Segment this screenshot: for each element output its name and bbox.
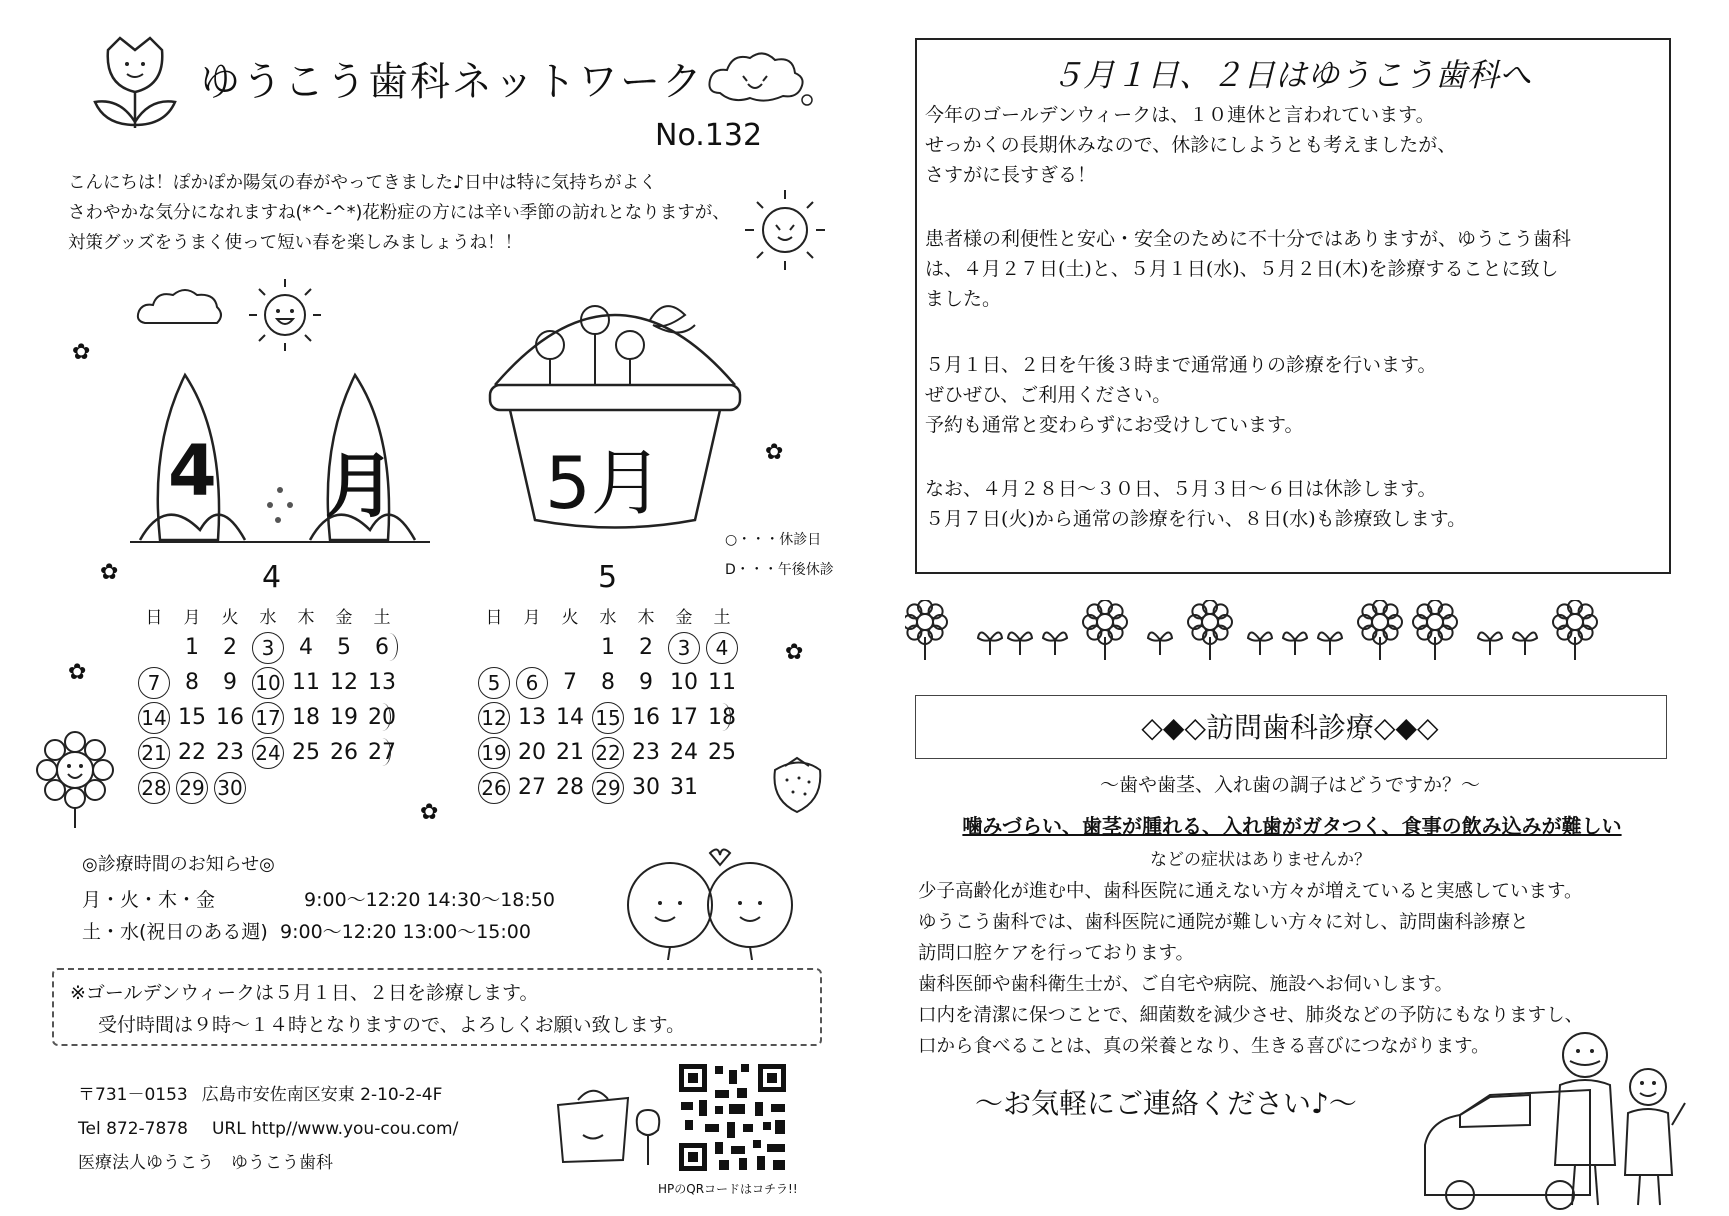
calendar-day bbox=[135, 630, 173, 665]
calendar-week-row bbox=[135, 735, 401, 770]
qr-code[interactable] bbox=[675, 1060, 790, 1175]
calendar-week-row bbox=[475, 770, 741, 805]
gw-notice-line2: 受付時間は９時～１４時となりますので、よろしくお願い致します。 bbox=[98, 1014, 686, 1036]
hours-row bbox=[82, 917, 531, 944]
day-number: 27 bbox=[518, 775, 546, 800]
day-number: 19 bbox=[330, 705, 358, 730]
day-number: 17 bbox=[670, 705, 698, 730]
day-number: 11 bbox=[292, 670, 320, 695]
calendar-day bbox=[325, 770, 363, 805]
sunflower-face-icon bbox=[35, 730, 115, 830]
legend-closed: ○・・・休診日 bbox=[725, 532, 822, 548]
calendar-legend bbox=[725, 525, 834, 585]
day-number: 1 bbox=[601, 635, 615, 660]
contact-callout: ～お気軽にご連絡ください♪～ bbox=[975, 1087, 1357, 1120]
calendar-day bbox=[325, 630, 363, 665]
weekday-header: 土 bbox=[713, 607, 731, 628]
closed-day-marker: 17 bbox=[252, 702, 284, 734]
calendar-day bbox=[475, 735, 513, 770]
gw-paragraph-line: ました。 bbox=[925, 288, 1002, 310]
home-visit-body-line: 訪問口腔ケアを行っております。 bbox=[918, 943, 1195, 964]
calendar-day bbox=[665, 770, 703, 805]
weekday-header-row bbox=[135, 600, 401, 630]
calendar-day bbox=[665, 630, 703, 665]
closed-day-marker: 10 bbox=[252, 667, 284, 699]
calendar-day bbox=[551, 630, 589, 665]
hours-times: 9:00～12:20 13:00～15:00 bbox=[280, 921, 531, 943]
closed-day-marker: 14 bbox=[138, 702, 170, 734]
day-number: 22 bbox=[178, 740, 206, 765]
calendar-week-row bbox=[475, 665, 741, 700]
home-visit-body-line: 口から食べることは、真の栄養となり、生きる喜びにつながります。 bbox=[918, 1036, 1490, 1057]
calendar-day bbox=[703, 700, 741, 735]
closed-day-marker: 7 bbox=[138, 667, 170, 699]
calendar-day bbox=[135, 665, 173, 700]
hours-row bbox=[82, 885, 555, 912]
day-number: 8 bbox=[185, 670, 199, 695]
calendar-day bbox=[249, 700, 287, 735]
weekday-header: 火 bbox=[221, 607, 239, 628]
day-number: 1 bbox=[185, 635, 199, 660]
calendar-day bbox=[287, 700, 325, 735]
tulip-icon bbox=[90, 30, 180, 130]
day-number: 20 bbox=[518, 740, 546, 765]
calendar-week-row bbox=[475, 735, 741, 770]
calendar-week-row bbox=[475, 630, 741, 665]
calendar-day bbox=[211, 770, 249, 805]
flower-divider bbox=[905, 600, 1675, 670]
telephone: Tel 872-7878 bbox=[78, 1119, 188, 1139]
cloud-icon bbox=[705, 48, 815, 108]
sun-icon bbox=[740, 185, 830, 275]
clinic-name: 医療法人ゆうこう ゆうこう歯科 bbox=[78, 1153, 333, 1173]
gw-paragraph-line: ５月７日(火)から通常の診療を行い、８日(水)も診療致します。 bbox=[925, 508, 1467, 530]
calendar-day bbox=[287, 665, 325, 700]
couple-illustration bbox=[600, 845, 830, 960]
closed-day-marker: 15 bbox=[592, 702, 624, 734]
weekday-header: 金 bbox=[675, 607, 693, 628]
home-visit-question: などの症状はありませんか？ bbox=[1150, 850, 1371, 870]
gw-paragraph-line: なお、４月２８日～３０日、５月３日～６日は休診します。 bbox=[925, 478, 1437, 500]
calendar-day bbox=[475, 700, 513, 735]
half-day-marker: 27 bbox=[368, 740, 396, 765]
cloud-icon bbox=[135, 285, 225, 330]
calendar-day bbox=[173, 700, 211, 735]
calendar-day bbox=[665, 735, 703, 770]
closed-day-marker: 22 bbox=[592, 737, 624, 769]
day-number: 18 bbox=[292, 705, 320, 730]
gw-paragraph-line: は、４月２７日(土)と、５月１日(水)、５月２日(木)を診療することに致し bbox=[925, 258, 1559, 280]
calendar-day bbox=[703, 665, 741, 700]
home-visit-body-line: ゆうこう歯科では、歯科医院に通院が難しい方々に対し、訪問歯科診療と bbox=[918, 912, 1529, 933]
weekday-header: 木 bbox=[637, 607, 655, 628]
april-label-number: 4 bbox=[168, 430, 217, 512]
clover-icon: ✿ bbox=[72, 340, 91, 365]
may-calendar bbox=[475, 600, 741, 805]
calendar-day bbox=[627, 665, 665, 700]
closed-day-marker: 29 bbox=[176, 772, 208, 804]
day-number: 25 bbox=[708, 740, 736, 765]
intro-line: さわやかな気分になれますね(*^-^*)花粉症の方には辛い季節の訪れとなりますが、 bbox=[68, 203, 730, 223]
clover-icon: ✿ bbox=[100, 560, 119, 585]
april-calendar-month: 4 bbox=[262, 560, 282, 595]
sun-icon bbox=[245, 275, 325, 355]
day-number: 12 bbox=[330, 670, 358, 695]
home-visit-body-line: 口内を清潔に保つことで、細菌数を減少させ、肺炎などの予防にもなりますし、 bbox=[918, 1005, 1584, 1026]
gw-notice-line1: ※ゴールデンウィークは５月１日、２日を診療します。 bbox=[70, 982, 539, 1004]
clover-icon: ✿ bbox=[785, 640, 804, 665]
calendar-day bbox=[513, 665, 551, 700]
calendar-day bbox=[249, 735, 287, 770]
closed-day-marker: 28 bbox=[138, 772, 170, 804]
gw-paragraph-line: 予約も通常と変わらずにお受けしています。 bbox=[925, 414, 1304, 436]
calendar-day bbox=[173, 735, 211, 770]
calendar-day bbox=[287, 770, 325, 805]
calendar-day bbox=[665, 700, 703, 735]
day-number: 25 bbox=[292, 740, 320, 765]
closed-day-marker: 19 bbox=[478, 737, 510, 769]
calendar-day bbox=[589, 630, 627, 665]
calendar-day bbox=[363, 630, 401, 665]
day-number: 30 bbox=[632, 775, 660, 800]
clover-icon: ✿ bbox=[68, 660, 87, 685]
april-calendar bbox=[135, 600, 401, 805]
calendar-day bbox=[703, 770, 741, 805]
weekday-header: 日 bbox=[485, 607, 503, 628]
calendar-day bbox=[475, 630, 513, 665]
calendar-day bbox=[249, 770, 287, 805]
closed-day-marker: 5 bbox=[478, 667, 510, 699]
closed-day-marker: 3 bbox=[252, 632, 284, 664]
day-number: 4 bbox=[299, 635, 313, 660]
calendar-day bbox=[513, 735, 551, 770]
weekday-header: 日 bbox=[145, 607, 163, 628]
calendar-week-row bbox=[135, 770, 401, 805]
weekday-header: 水 bbox=[599, 607, 617, 628]
street-address: 広島市安佐南区安東 2-10-2-4F bbox=[201, 1085, 443, 1105]
gw-info-title: ５月１日、２日はゆうこう歯科へ bbox=[1050, 56, 1531, 94]
day-number: 11 bbox=[708, 670, 736, 695]
calendar-day bbox=[589, 770, 627, 805]
day-number: 10 bbox=[670, 670, 698, 695]
calendar-day bbox=[513, 630, 551, 665]
weekday-header: 水 bbox=[259, 607, 277, 628]
day-number: 23 bbox=[632, 740, 660, 765]
calendar-day bbox=[249, 665, 287, 700]
calendar-day bbox=[513, 700, 551, 735]
closed-day-marker: 21 bbox=[138, 737, 170, 769]
calendar-day bbox=[627, 700, 665, 735]
day-number: 31 bbox=[670, 775, 698, 800]
calendar-day bbox=[627, 770, 665, 805]
day-number: 8 bbox=[601, 670, 615, 695]
issue-number: No.132 bbox=[655, 118, 763, 153]
calendar-day bbox=[211, 700, 249, 735]
day-number: 2 bbox=[639, 635, 653, 660]
closed-day-marker: 26 bbox=[478, 772, 510, 804]
calendar-day bbox=[513, 770, 551, 805]
weekday-header: 月 bbox=[523, 607, 541, 628]
home-visit-subtitle: ～歯や歯茎、入れ歯の調子はどうですか？～ bbox=[1099, 774, 1480, 796]
closed-day-marker: 30 bbox=[214, 772, 246, 804]
clover-icon: ✿ bbox=[420, 800, 439, 825]
calendar-day bbox=[135, 770, 173, 805]
calendar-day bbox=[475, 770, 513, 805]
calendar-day bbox=[135, 735, 173, 770]
calendar-day bbox=[211, 735, 249, 770]
weekday-header: 土 bbox=[373, 607, 391, 628]
calendar-day bbox=[173, 665, 211, 700]
home-visit-title: ◇◆◇訪問歯科診療◇◆◇ bbox=[1141, 711, 1439, 744]
day-number: 7 bbox=[563, 670, 577, 695]
weekday-header: 金 bbox=[335, 607, 353, 628]
left-page bbox=[0, 0, 860, 1216]
day-number: 13 bbox=[368, 670, 396, 695]
calendar-day bbox=[703, 630, 741, 665]
calendar-day bbox=[211, 665, 249, 700]
hours-days: 土・水(祝日のある週) bbox=[82, 921, 268, 943]
calendar-day bbox=[325, 700, 363, 735]
calendar-day bbox=[589, 735, 627, 770]
calendar-day bbox=[627, 735, 665, 770]
april-label-char: 月 bbox=[325, 445, 395, 527]
calendar-day bbox=[589, 665, 627, 700]
gw-paragraph-line: さすがに長すぎる！ bbox=[925, 164, 1097, 186]
calendar-day bbox=[627, 630, 665, 665]
gw-paragraph-line: 患者様の利便性と安心・安全のために不十分ではありますが、ゆうこう歯科 bbox=[925, 228, 1572, 250]
newsletter-title: ゆうこう歯科ネットワーク bbox=[200, 59, 704, 105]
day-number: 21 bbox=[556, 740, 584, 765]
day-number: 9 bbox=[223, 670, 237, 695]
calendar-day bbox=[325, 665, 363, 700]
closed-day-marker: 4 bbox=[706, 632, 738, 664]
gw-paragraph-line: ぜひぜひ、ご利用ください。 bbox=[925, 384, 1172, 406]
day-number: 5 bbox=[337, 635, 351, 660]
home-visit-symptoms: 噛みづらい、歯茎が腫れる、入れ歯がガタつく、食事の飲み込みが難しい bbox=[962, 814, 1622, 838]
calendar-day bbox=[551, 665, 589, 700]
website-url[interactable]: URL http//www.you-cou.com/ bbox=[211, 1119, 459, 1139]
calendar-day bbox=[551, 770, 589, 805]
calendar-day bbox=[135, 700, 173, 735]
day-number: 16 bbox=[632, 705, 660, 730]
calendar-week-row bbox=[135, 700, 401, 735]
weekday-header-row bbox=[475, 600, 741, 630]
half-day-marker: 20 bbox=[368, 705, 396, 730]
hours-title: ◎診療時間のお知らせ◎ bbox=[82, 854, 275, 875]
calendar-day bbox=[173, 630, 211, 665]
tooth-bag-icon bbox=[548, 1080, 668, 1170]
postal-code: 〒731－0153 bbox=[78, 1085, 188, 1105]
day-number: 23 bbox=[216, 740, 244, 765]
calendar-day bbox=[363, 665, 401, 700]
intro-line: こんにちは！ぽかぽか陽気の春がやってきました♪日中は特に気持ちがよく bbox=[68, 173, 657, 193]
calendar-day bbox=[325, 735, 363, 770]
calendar-week-row bbox=[135, 630, 401, 665]
calendar-day bbox=[287, 735, 325, 770]
weekday-header: 火 bbox=[561, 607, 579, 628]
calendar-day bbox=[703, 735, 741, 770]
day-number: 9 bbox=[639, 670, 653, 695]
calendar-day bbox=[287, 630, 325, 665]
closed-day-marker: 3 bbox=[668, 632, 700, 664]
calendar-day bbox=[363, 770, 401, 805]
day-number: 28 bbox=[556, 775, 584, 800]
day-number: 24 bbox=[670, 740, 698, 765]
calendar-day bbox=[551, 735, 589, 770]
van-and-staff-illustration bbox=[1420, 1025, 1690, 1210]
day-number: 13 bbox=[518, 705, 546, 730]
closed-day-marker: 6 bbox=[516, 667, 548, 699]
qr-caption: HPのQRコードはコチラ!! bbox=[658, 1182, 798, 1196]
intro-text bbox=[68, 168, 748, 258]
calendar-day bbox=[249, 630, 287, 665]
calendar-day bbox=[363, 735, 401, 770]
may-label: 5月 bbox=[545, 441, 663, 525]
calendar-day bbox=[363, 700, 401, 735]
calendar-week-row bbox=[135, 665, 401, 700]
closed-day-marker: 24 bbox=[252, 737, 284, 769]
strawberry-icon bbox=[765, 750, 835, 820]
clinic-address-block bbox=[78, 1078, 458, 1180]
gw-paragraph-line: せっかくの長期休みなので、休診にしようとも考えましたが、 bbox=[925, 134, 1457, 156]
closed-day-marker: 29 bbox=[592, 772, 624, 804]
day-number: 2 bbox=[223, 635, 237, 660]
gw-paragraph-line: ５月１日、２日を午後３時まで通常通りの診療を行います。 bbox=[925, 354, 1437, 376]
home-visit-body-line: 少子高齢化が進む中、歯科医院に通えない方々が増えていると実感しています。 bbox=[918, 881, 1583, 902]
closed-day-marker: 12 bbox=[478, 702, 510, 734]
half-day-marker: 18 bbox=[708, 705, 736, 730]
calendar-day bbox=[211, 630, 249, 665]
legend-afternoon-off: D・・・午後休診 bbox=[725, 562, 834, 578]
intro-line: 対策グッズをうまく使って短い春を楽しみましょうね！！ bbox=[68, 233, 523, 253]
home-visit-body-line: 歯科医師や歯科衛生士が、ご自宅や病院、施設へお伺いします。 bbox=[918, 974, 1454, 995]
may-calendar-month: 5 bbox=[598, 560, 618, 595]
half-day-marker: 6 bbox=[375, 635, 389, 660]
weekday-header: 月 bbox=[183, 607, 201, 628]
hours-times: 9:00～12:20 14:30～18:50 bbox=[304, 889, 555, 911]
calendar-day bbox=[665, 665, 703, 700]
calendar-day bbox=[173, 770, 211, 805]
hours-days: 月・火・木・金 bbox=[82, 889, 216, 911]
day-number: 15 bbox=[178, 705, 206, 730]
day-number: 16 bbox=[216, 705, 244, 730]
weekday-header: 木 bbox=[297, 607, 315, 628]
gw-paragraph-line: 今年のゴールデンウィークは、１０連休と言われています。 bbox=[925, 104, 1435, 126]
calendar-day bbox=[589, 700, 627, 735]
calendar-week-row bbox=[475, 700, 741, 735]
day-number: 26 bbox=[330, 740, 358, 765]
day-number: 14 bbox=[556, 705, 584, 730]
clover-icon: ✿ bbox=[765, 440, 784, 465]
calendar-day bbox=[551, 700, 589, 735]
calendar-day bbox=[475, 665, 513, 700]
